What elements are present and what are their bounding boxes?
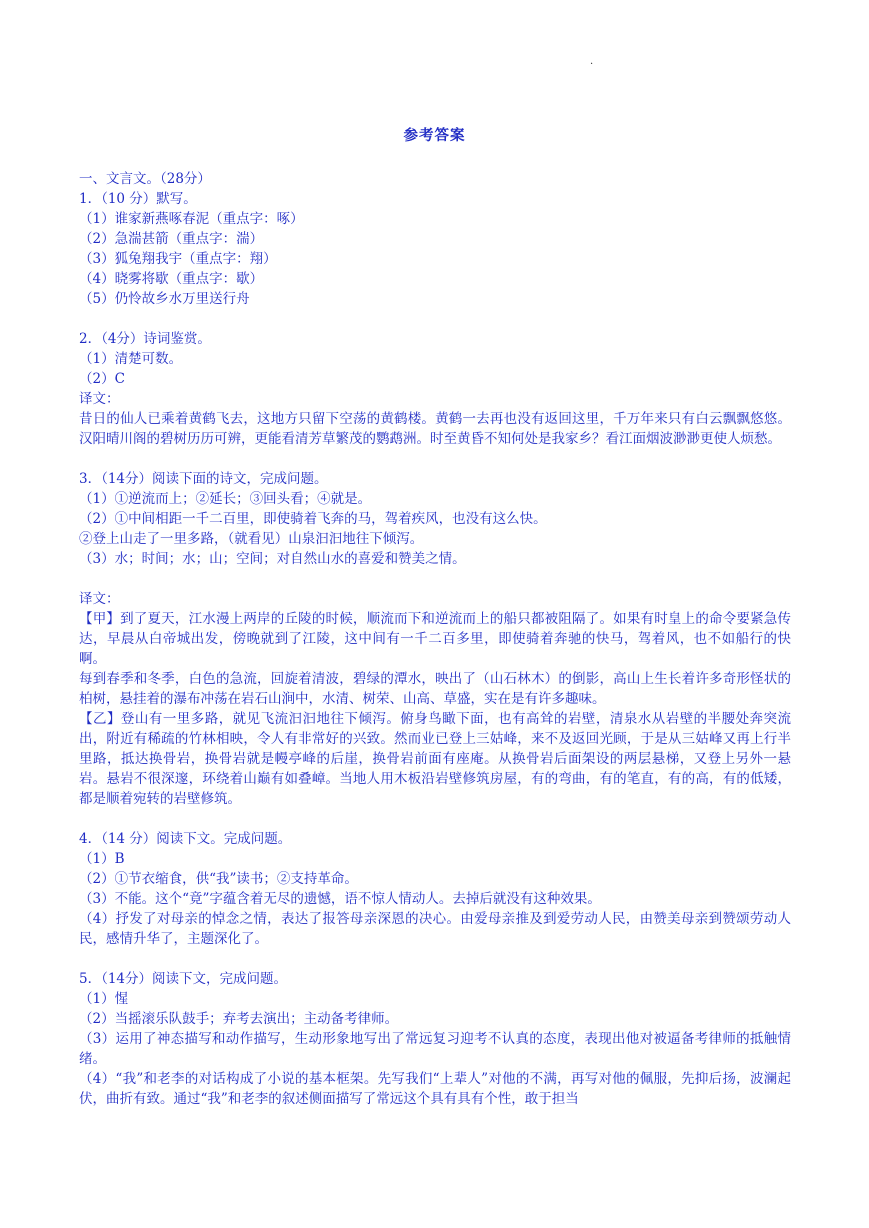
text-paragraph: 昔日的仙人已乘着黄鹤飞去，这地方只留下空荡的黄鹤楼。黄鹤一去再也没有返回这里，千万年来只有白云飘飘悠悠。汉阳晴川阁的碧树历历可辨，更能看清芳草繁茂的鹦鹉洲。时至黄昏不知何处是我家乡？看江面烟波渺渺更使人烦愁。 — [79, 411, 791, 447]
text-line: （2）①节衣缩食，供“我”读书；②支持革命。 — [79, 871, 358, 887]
text-paragraph: 【乙】登山有一里多路，就见飞流汩汩地往下倾泻。俯身鸟瞰下面，也有高耸的岩壁，清泉水从岩壁的半腰处奔突流出，附近有稀疏的竹林相映，令人有非常好的兴致。然而业已登上三姑峰，来不及返回光顾，于是从三姑峰又再上行半里路，抵达换骨岩，换骨岩就是幔亭峰的后崖，换骨岩前面有座庵。从换骨岩后面架设的两层悬梯，又登上另外一悬岩。悬岩不很深邃，环绕着山巅有如叠嶂。当地人用木板沿岩壁修筑房屋，有的弯曲，有的笔直，有的高，有的低矮，都是顺着宛转的岩壁修筑。 — [79, 711, 791, 807]
text-paragraph: （4）“我”和老李的对话构成了小说的基本框架。先写我们“上辈人”对他的不满，再写对他的佩服，先抑后扬，波澜起伏，曲折有致。通过“我”和老李的叙述侧面描写了常远这个具有具有个性，敢于担当 — [79, 1071, 791, 1107]
text-line: 1．（10 分）默写。 — [79, 191, 197, 207]
text-line: （1）①逆流而上；②延长；③回头看；④就是。 — [79, 491, 372, 507]
page-title: 参考答案 — [403, 127, 466, 144]
text-line: 译文： — [79, 591, 120, 607]
text-paragraph: （3）运用了神态描写和动作描写，生动形象地写出了常远复习迎考不认真的态度，表现出他对被逼备考律师的抵触情绪。 — [79, 1031, 791, 1067]
text-line: （2）当摇滚乐队鼓手；弃考去演出；主动备考律师。 — [79, 1011, 399, 1027]
text-line: （3）不能。这个“竟”字蕴含着无尽的遗憾，语不惊人情动人。去掉后就没有这种效果。 — [79, 891, 601, 907]
text-line: （1）惺 — [79, 991, 129, 1007]
top-mark: . — [590, 56, 594, 67]
paragraph-gap — [79, 949, 791, 969]
text-line: （3）狐兔翔我宇（重点字：翔） — [79, 251, 277, 267]
text-line: ②登上山走了一里多路，（就看见）山泉汩汩地往下倾泻。 — [79, 531, 424, 547]
text-paragraph: 每到春季和冬季，白色的急流，回旋着清波，碧绿的潭水，映出了（山石林木）的倒影，高山上生长着许多奇形怪状的柏树，悬挂着的瀑布冲荡在岩石山涧中，水清、树荣、山高、草盛，实在是有许多趣味。 — [79, 671, 791, 707]
text-line: （1）B — [79, 851, 125, 867]
text-line: （1）清楚可数。 — [79, 351, 183, 367]
text-line: （2）急湍甚箭（重点字：湍） — [79, 231, 264, 247]
paragraph-gap — [79, 309, 791, 329]
text-line: （1）谁家新燕啄春泥（重点字：啄） — [79, 211, 304, 227]
paragraph-gap — [79, 809, 791, 829]
text-line: （4）晓雾将歇（重点字：歇） — [79, 271, 264, 287]
answer-content — [79, 169, 791, 1109]
text-line: 3．（14分）阅读下面的诗文，完成问题。 — [79, 471, 328, 487]
text-line: 4．（14 分）阅读下文。完成问题。 — [79, 831, 292, 847]
text-line: （2）C — [79, 371, 125, 387]
text-paragraph: （4）抒发了对母亲的悼念之情，表达了报答母亲深恩的决心。由爱母亲推及到爱劳动人民，由赞美母亲到赞颂劳动人民，感情升华了，主题深化了。 — [79, 911, 791, 947]
text-line: 一、文言文。（28分） — [79, 171, 211, 187]
text-line: 5．（14分）阅读下文，完成问题。 — [79, 971, 288, 987]
text-line: 译文： — [79, 391, 120, 407]
text-line: 2．（4分）诗词鉴赏。 — [79, 331, 211, 347]
text-line: （3）水；时间；水；山；空间；对自然山水的喜爱和赞美之情。 — [79, 551, 466, 567]
text-paragraph: 【甲】到了夏天，江水漫上两岸的丘陵的时候，顺流而下和逆流而上的船只都被阻隔了。如果有时皇上的命令要紧急传达，早晨从白帝城出发，傍晚就到了江陵，这中间有一千二百多里，即使骑着奔驰的快马，驾着风，也不如船行的快啊。 — [79, 611, 791, 667]
text-line: （5）仍怜故乡水万里送行舟 — [79, 291, 250, 307]
paragraph-gap — [79, 449, 791, 469]
text-line: （2）①中间相距一千二百里，即使骑着飞奔的马，驾着疾风，也没有这么快。 — [79, 511, 547, 527]
paragraph-gap — [79, 569, 791, 589]
